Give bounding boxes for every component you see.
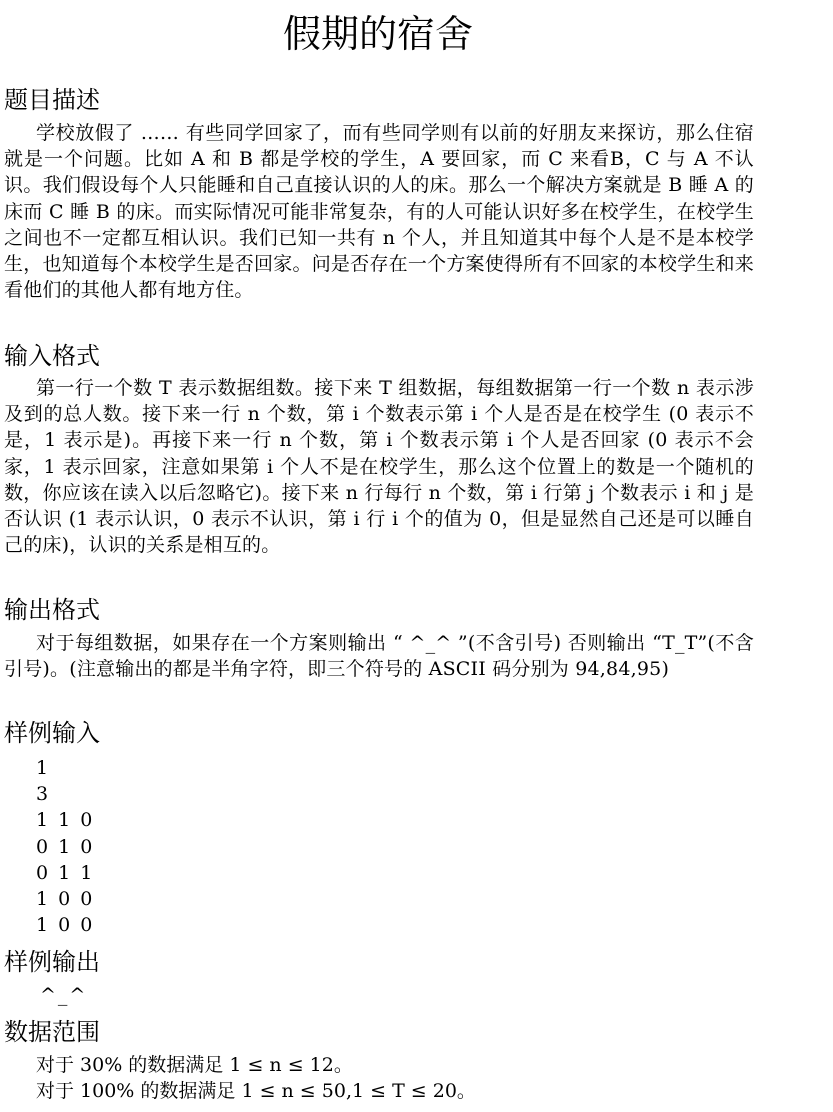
input-heading: 输入格式 <box>4 342 100 370</box>
sample-output-heading: 样例输出 <box>4 948 100 976</box>
sample-output-block <box>40 982 87 1008</box>
sample-input-line: 1 <box>36 757 51 779</box>
sample-input-line: 0 1 1 <box>36 861 95 884</box>
sample-input-heading: 样例输入 <box>4 719 100 747</box>
range-line-2: 对于 100% 的数据满足 1 ≤ n ≤ 50,1 ≤ T ≤ 20。 <box>36 1080 476 1102</box>
sample-input-line: 1 0 0 <box>36 887 95 910</box>
range-heading: 数据范围 <box>4 1018 100 1046</box>
sample-output-line: ^_^ <box>40 984 88 1006</box>
sample-input-line: 1 1 0 <box>36 809 95 832</box>
range-line-1: 对于 30% 的数据满足 1 ≤ n ≤ 12。 <box>36 1054 353 1076</box>
output-text: 对于每组数据，如果存在一个方案则输出 “ ^_^ ”(不含引号) 否则输出 “T_T”(不含引号)。(注意输出的都是半角字符，即三个符号的 ASCII 码分别为 94,84,95) <box>4 632 754 681</box>
sample-input-line: 1 0 0 <box>36 914 95 937</box>
sample-input-line: 0 1 0 <box>36 835 95 858</box>
description-heading: 题目描述 <box>4 86 100 114</box>
output-heading: 输出格式 <box>4 596 100 624</box>
description-text: 学校放假了 …… 有些同学回家了，而有些同学则有以前的好朋友来探访，那么住宿就是一个问题。比如 A 和 B 都是学校的学生，A 要回家，而 C 来看B，C 与 A 不认识。我们假设每个人只能睡和自己直接认识的人的床。那么一个解决方案就是 B 睡 A 的床而 C 睡 B 的床。而实际情况可能非常复杂，有的人可能认识好多在校学生，在校学生之间也不一定都互相认识。我们已知一共有 n 个人，并且知道其中每个人是不是本校学生，也知道每个本校学生是否回家。问是否存在一个方案使得所有不回家的本校学生和来看他们的其他人都有地方住。 <box>4 122 754 302</box>
sample-input-block <box>36 755 94 938</box>
sample-input-line: 3 <box>36 783 51 806</box>
page-title: 假期的宿舍 <box>282 12 473 56</box>
input-text: 第一行一个数 T 表示数据组数。接下来 T 组数据，每组数据第一行一个数 n 表示涉及到的总人数。接下来一行 n 个数，第 i 个数表示第 i 个人是否是在校学生 (0 表示不是，1 表示是)。再接下来一行 n 个数，第 i 个数表示第 i 个人是否回家 (0 表示不会家，1 表示回家，注意如果第 i 个人不是在校学生，那么这个位置上的数是一个随机的数，你应该在读入以后忽略它)。接下来 n 行每行 n 个数，第 i 行第 j 个数表示 i 和 j 是否认识 (1 表示认识，0 表示不认识，第 i 行 i 个的值为 0，但是显然自己还是可以睡自己的床)，认识的关系是相互的。 <box>4 377 754 557</box>
